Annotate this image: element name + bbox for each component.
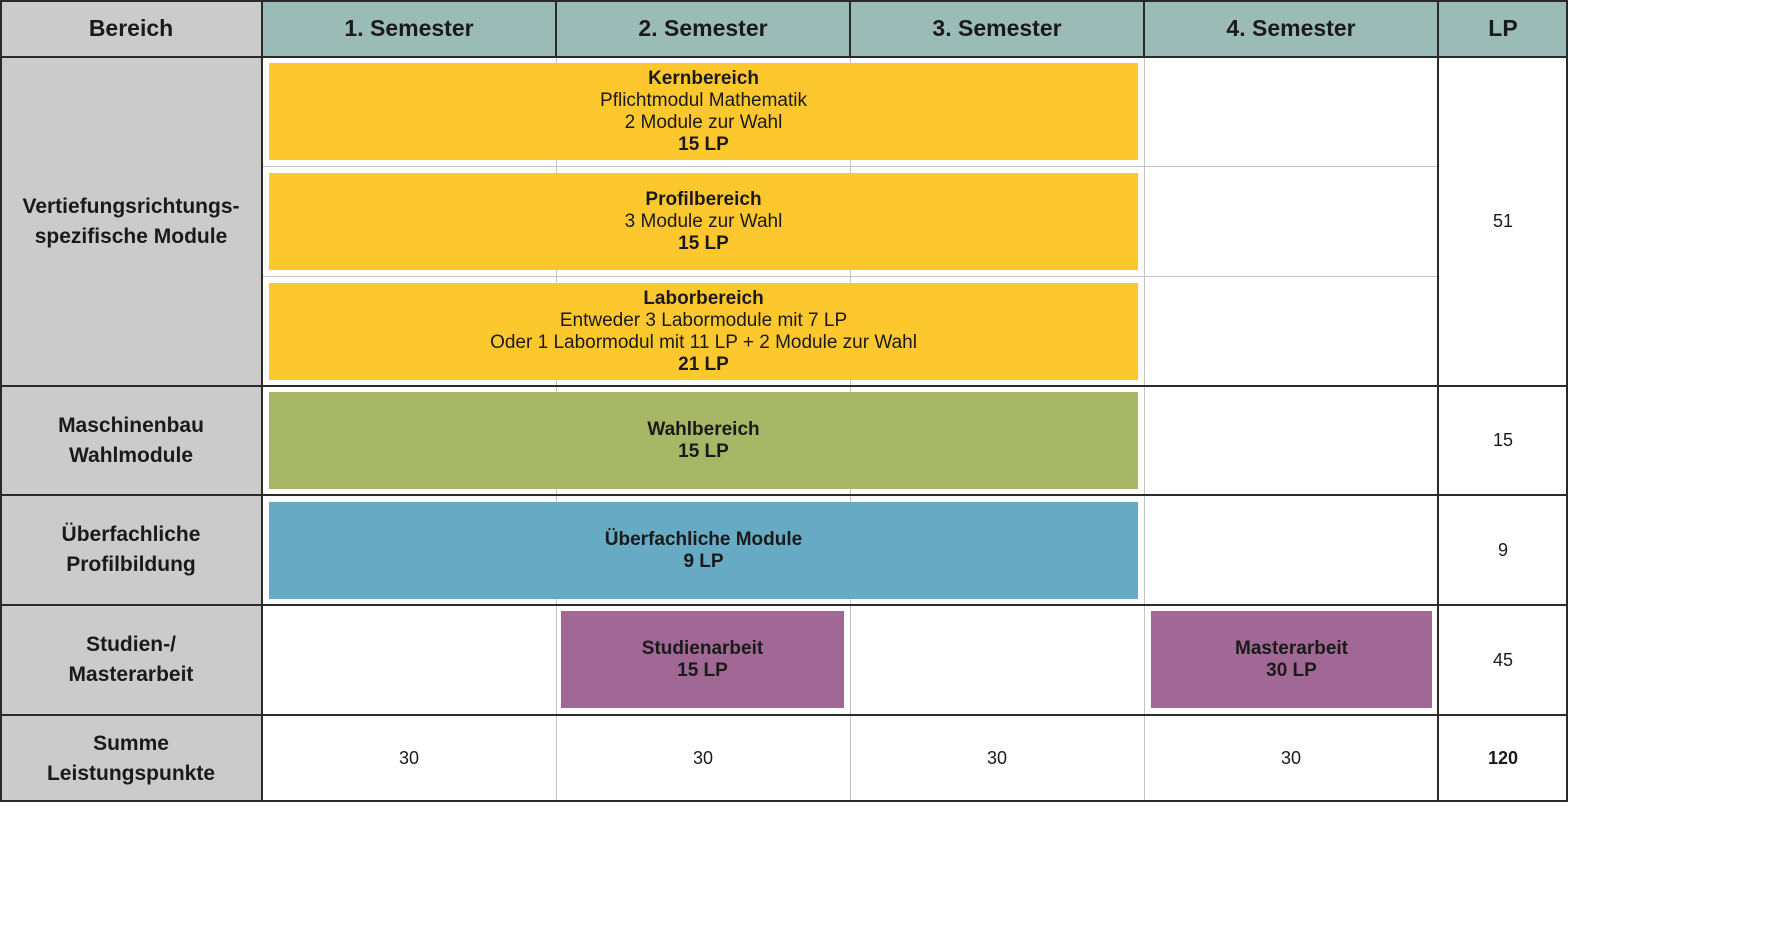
block-profilbereich xyxy=(269,173,1138,270)
border-line xyxy=(849,0,851,57)
block-studienarbeit-title: Studienarbeit xyxy=(641,637,764,659)
header-semester-3-label: 3. Semester xyxy=(932,15,1062,41)
border-line xyxy=(1437,0,1439,802)
border-line xyxy=(0,494,1568,496)
block-kernbereich-line-1: Pflichtmodul Mathematik xyxy=(600,89,807,111)
block-kernbereich-title: Kernbereich xyxy=(648,67,759,89)
block-wahlbereich-lp: 15 LP xyxy=(678,440,729,462)
area-summe xyxy=(0,715,262,802)
area-maschinenbau-line-2: Wahlmodule xyxy=(68,443,194,467)
grid-line xyxy=(262,166,1438,167)
lp-arbeit xyxy=(1438,605,1568,715)
sum-semester-3-value: 30 xyxy=(986,748,1008,768)
header-semester-2 xyxy=(556,0,850,57)
border-line xyxy=(1143,0,1145,57)
area-vertiefung-line-2: spezifische Module xyxy=(34,224,228,248)
block-studienarbeit-lp: 15 LP xyxy=(677,659,728,681)
grid-line xyxy=(1144,57,1145,802)
block-kernbereich-line-2: 2 Module zur Wahl xyxy=(624,111,783,133)
area-ueberfachlich xyxy=(0,495,262,605)
sum-total xyxy=(1438,715,1568,802)
block-masterarbeit-lp: 30 LP xyxy=(1266,659,1317,681)
area-maschinenbau xyxy=(0,386,262,495)
block-masterarbeit-title: Masterarbeit xyxy=(1235,637,1348,659)
grid-line xyxy=(262,276,1438,277)
block-ueberfachliche-module xyxy=(269,502,1138,599)
lp-maschinenbau xyxy=(1438,386,1568,495)
area-vertiefung xyxy=(0,57,262,386)
area-arbeit-line-2: Masterarbeit xyxy=(68,663,194,686)
area-maschinenbau-line-1: Maschinenbau xyxy=(58,413,204,437)
area-summe-line-1: Summe xyxy=(93,731,169,755)
block-profilbereich-title: Profilbereich xyxy=(645,188,762,210)
header-semester-4-label: 4. Semester xyxy=(1226,15,1356,41)
block-ueberfachliche-module-title: Überfachliche Module xyxy=(604,528,803,550)
block-laborbereich xyxy=(269,283,1138,380)
border-line xyxy=(0,604,1568,606)
header-lp-label: LP xyxy=(1488,15,1518,41)
block-laborbereich-title: Laborbereich xyxy=(643,287,764,309)
border-line xyxy=(1566,0,1568,802)
block-studienarbeit xyxy=(561,611,844,708)
lp-ueberfachlich xyxy=(1438,495,1568,605)
lp-vertiefung-value: 51 xyxy=(1492,211,1514,231)
block-profilbereich-lp: 15 LP xyxy=(678,232,729,254)
border-line xyxy=(0,385,1568,387)
border-line xyxy=(0,0,1568,2)
border-line xyxy=(0,800,1568,802)
sum-semester-4-value: 30 xyxy=(1280,748,1302,768)
header-lp xyxy=(1438,0,1568,57)
area-ueberfachlich-line-2: Profilbildung xyxy=(66,553,196,576)
border-line xyxy=(0,0,2,802)
block-masterarbeit xyxy=(1151,611,1432,708)
header-bereich-label: Bereich xyxy=(88,15,174,41)
area-arbeit xyxy=(0,605,262,715)
header-semester-2-label: 2. Semester xyxy=(638,15,768,41)
block-profilbereich-line-1: 3 Module zur Wahl xyxy=(624,210,783,232)
sum-semester-3 xyxy=(850,715,1144,802)
header-semester-1-label: 1. Semester xyxy=(344,15,474,41)
border-line xyxy=(0,56,1568,58)
lp-arbeit-value: 45 xyxy=(1492,649,1514,670)
block-wahlbereich xyxy=(269,392,1138,489)
border-line xyxy=(555,0,557,57)
header-semester-1 xyxy=(262,0,556,57)
block-laborbereich-lp: 21 LP xyxy=(678,353,729,375)
sum-total-value: 120 xyxy=(1487,748,1519,768)
sum-semester-4 xyxy=(1144,715,1438,802)
sum-semester-1-value: 30 xyxy=(398,748,420,768)
header-semester-4 xyxy=(1144,0,1438,57)
sum-semester-2-value: 30 xyxy=(692,748,714,768)
block-laborbereich-line-1: Entweder 3 Labormodule mit 7 LP xyxy=(559,309,848,331)
lp-vertiefung xyxy=(1438,57,1568,386)
area-arbeit-line-1: Studien-/ xyxy=(86,633,176,656)
lp-maschinenbau-value: 15 xyxy=(1492,430,1514,450)
lp-ueberfachlich-value: 9 xyxy=(1497,539,1508,560)
block-kernbereich-lp: 15 LP xyxy=(678,133,729,155)
border-line xyxy=(0,714,1568,716)
block-kernbereich xyxy=(269,63,1138,160)
border-line xyxy=(261,0,263,802)
sum-semester-1 xyxy=(262,715,556,802)
block-ueberfachliche-module-lp: 9 LP xyxy=(683,550,724,572)
block-laborbereich-line-2: Oder 1 Labormodul mit 11 LP + 2 Module zur Wahl xyxy=(490,331,917,353)
sum-semester-2 xyxy=(556,715,850,802)
header-bereich xyxy=(0,0,262,57)
area-vertiefung-line-1: Vertiefungsrichtungs- xyxy=(22,194,240,218)
area-ueberfachlich-line-1: Überfachliche xyxy=(61,523,201,546)
block-wahlbereich-title: Wahlbereich xyxy=(647,418,760,440)
header-semester-3 xyxy=(850,0,1144,57)
area-summe-line-2: Leistungspunkte xyxy=(46,761,215,785)
